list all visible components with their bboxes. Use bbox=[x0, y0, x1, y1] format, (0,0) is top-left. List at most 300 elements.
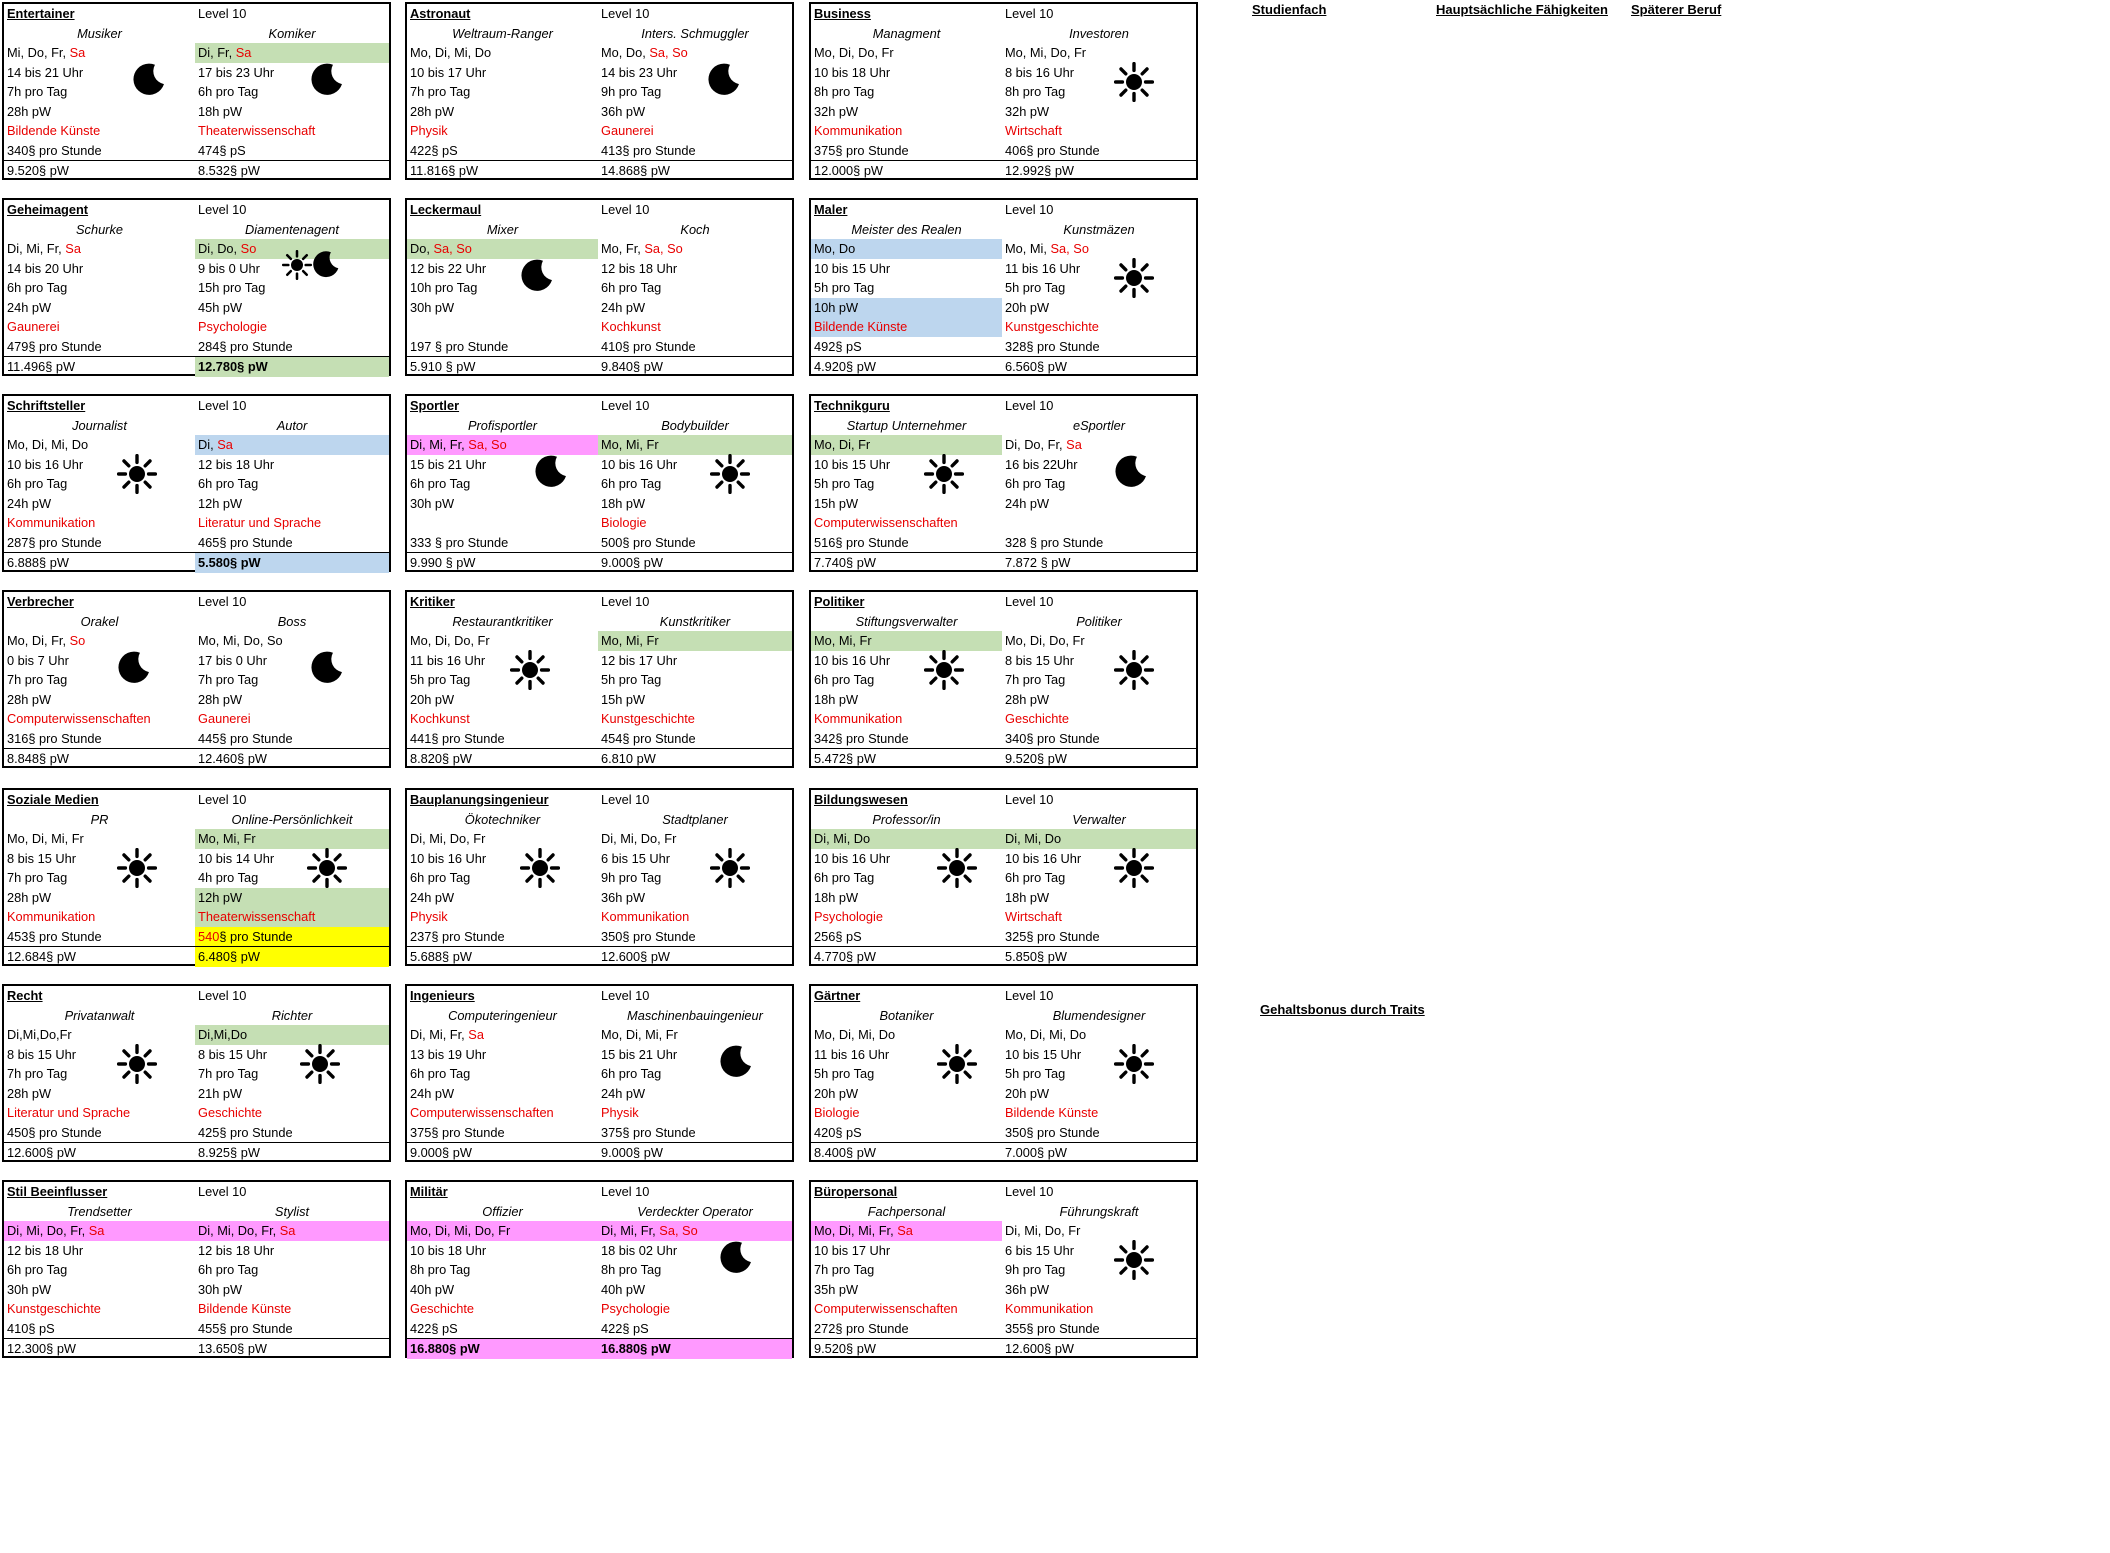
career-c1-skill bbox=[407, 317, 598, 337]
career-card-bueropersonal bbox=[809, 1180, 1198, 1358]
career-c2-pay: 9.000§ pW bbox=[601, 1145, 663, 1160]
study-header-skills: Hauptsächliche Fähigkeiten bbox=[1436, 2, 1608, 17]
career-c1-rate: 492§ pS bbox=[814, 338, 862, 354]
career-c1-days: Mo, Di, Do, Fr bbox=[410, 633, 490, 648]
career-c1-pay: 8.820§ pW bbox=[410, 751, 472, 766]
career-c2-rate: 425§ pro Stunde bbox=[198, 1124, 293, 1140]
career-c1-hours: 10h pro Tag bbox=[410, 280, 478, 295]
career-title: Leckermaul bbox=[410, 202, 482, 217]
career-c2-sub: Blumendesigner bbox=[1052, 1007, 1146, 1023]
career-title: Bauplanungsingenieur bbox=[410, 792, 549, 807]
career-c2-time: 6 bis 15 Uhr bbox=[1005, 1242, 1074, 1258]
career-c1-skill: Kunstgeschichte bbox=[7, 1301, 101, 1316]
career-c1-week: 40h pW bbox=[410, 1281, 455, 1297]
career-c1-hours: 7h pro Tag bbox=[7, 1066, 68, 1081]
career-c2-skill: Geschichte bbox=[198, 1105, 263, 1120]
career-c2-days: Mo, Fr, Sa, So bbox=[601, 241, 683, 256]
career-c2-sub: Politiker bbox=[1076, 613, 1122, 629]
career-c1-hours: 6h pro Tag bbox=[7, 1262, 68, 1277]
career-c2-week: 15h pW bbox=[601, 691, 646, 707]
career-c2-rate: 413§ pro Stunde bbox=[601, 142, 696, 158]
career-c2-days: Mo, Mi, Do, Fr bbox=[1005, 45, 1087, 60]
career-c2-week: 45h pW bbox=[198, 299, 243, 315]
career-c1-hours: 7h pro Tag bbox=[7, 870, 68, 885]
career-c2-sub: Richter bbox=[271, 1007, 313, 1023]
career-c2-skill: Theaterwissenschaft bbox=[195, 907, 389, 927]
career-c2-sub: Stylist bbox=[274, 1203, 310, 1219]
career-c1-skill: Kommunikation bbox=[814, 711, 903, 726]
career-c2-rate: 465§ pro Stunde bbox=[198, 534, 293, 550]
sun-icon bbox=[1114, 848, 1154, 891]
moon-icon bbox=[707, 62, 741, 99]
career-level: Level 10 bbox=[198, 988, 247, 1003]
career-c1-time: 11 bis 16 Uhr bbox=[814, 1046, 890, 1062]
moon-icon bbox=[117, 650, 151, 687]
career-c1-time: 13 bis 19 Uhr bbox=[410, 1046, 487, 1062]
career-c1-days: Di, Mi, Fr, Sa bbox=[7, 241, 81, 256]
career-card-geheimagent bbox=[2, 198, 391, 376]
career-c1-rate: 256§ pS bbox=[814, 928, 862, 944]
career-c2-rate: 455§ pro Stunde bbox=[198, 1320, 293, 1336]
career-c1-days: Di,Mi,Do,Fr bbox=[7, 1027, 72, 1042]
career-c2-rate: 454§ pro Stunde bbox=[601, 730, 696, 746]
career-c2-days: Mo, Mi, Fr bbox=[598, 631, 792, 651]
career-c1-week: 15h pW bbox=[814, 495, 859, 511]
career-c2-hours: 6h pro Tag bbox=[601, 280, 662, 295]
career-c1-pay: 7.740§ pW bbox=[814, 555, 876, 570]
career-card-business bbox=[809, 2, 1198, 180]
career-c2-pay: 12.600§ pW bbox=[601, 949, 671, 964]
career-c1-skill: Literatur und Sprache bbox=[7, 1105, 131, 1120]
career-c1-days: Mo, Di, Do, Fr bbox=[814, 45, 894, 60]
career-title: Gärtner bbox=[814, 988, 861, 1003]
career-c1-hours: 8h pro Tag bbox=[410, 1262, 471, 1277]
career-card-maler bbox=[809, 198, 1198, 376]
career-card-stilbeeinflusser bbox=[2, 1180, 391, 1358]
sun-icon bbox=[1114, 650, 1154, 693]
career-c1-pay: 11.496§ pW bbox=[7, 359, 76, 374]
career-title: Militär bbox=[410, 1184, 448, 1199]
career-c1-rate: 420§ pS bbox=[814, 1124, 862, 1140]
moon-icon bbox=[310, 62, 344, 99]
career-c1-rate: 422§ pS bbox=[410, 142, 458, 158]
career-card-schriftsteller bbox=[2, 394, 391, 572]
career-level: Level 10 bbox=[601, 1184, 650, 1199]
career-c2-sub: Koch bbox=[680, 221, 710, 237]
career-c2-pay: 5.580§ pW bbox=[195, 553, 389, 573]
career-c1-skill: Kommunikation bbox=[7, 909, 96, 924]
career-c1-hours: 6h pro Tag bbox=[7, 280, 68, 295]
career-c2-hours: 6h pro Tag bbox=[1005, 870, 1066, 885]
career-c2-days: Di, Do, So bbox=[195, 239, 389, 259]
career-c1-sub: Botaniker bbox=[879, 1007, 934, 1023]
career-c2-week: 32h pW bbox=[1005, 103, 1050, 119]
career-c2-skill: Bildende Künste bbox=[1005, 1105, 1099, 1120]
career-c1-rate: 333 § pro Stunde bbox=[410, 534, 509, 550]
career-c2-days: Di, Fr, Sa bbox=[195, 43, 389, 63]
career-c1-week: 24h pW bbox=[7, 495, 52, 511]
career-c2-hours: 9h pro Tag bbox=[601, 84, 662, 99]
career-c2-sub: Investoren bbox=[1069, 25, 1129, 41]
career-c2-hours: 5h pro Tag bbox=[1005, 280, 1066, 295]
career-c2-time: 12 bis 18 Uhr bbox=[198, 1242, 275, 1258]
career-c1-week: 28h pW bbox=[410, 103, 455, 119]
career-c1-sub: Privatanwalt bbox=[64, 1007, 135, 1023]
career-c2-rate: 325§ pro Stunde bbox=[1005, 928, 1100, 944]
career-c2-week: 36h pW bbox=[601, 103, 646, 119]
career-c1-days: Mo, Di, Mi, Do bbox=[410, 45, 492, 60]
career-c1-pay: 4.920§ pW bbox=[814, 359, 876, 374]
career-c1-time: 14 bis 21 Uhr bbox=[7, 64, 84, 80]
career-c2-sub: Verwalter bbox=[1072, 811, 1126, 827]
career-c2-skill bbox=[1002, 513, 1196, 533]
career-c1-sub: Trendsetter bbox=[67, 1203, 132, 1219]
career-c1-hours: 6h pro Tag bbox=[814, 870, 875, 885]
career-c1-skill: Computerwissenschaften bbox=[7, 711, 151, 726]
career-c1-days: Mo, Di, Mi, Do bbox=[814, 1027, 896, 1042]
career-title: Business bbox=[814, 6, 871, 21]
career-c2-hours: 8h pro Tag bbox=[1005, 84, 1066, 99]
career-c2-pay: 7.000§ pW bbox=[1005, 1145, 1067, 1160]
career-c2-pay: 6.560§ pW bbox=[1005, 359, 1067, 374]
career-c2-week: 28h pW bbox=[1005, 691, 1050, 707]
career-card-sozialemedien bbox=[2, 788, 391, 966]
moon-icon bbox=[534, 454, 568, 491]
career-c2-pay: 12.460§ pW bbox=[198, 751, 268, 766]
career-c1-rate: 441§ pro Stunde bbox=[410, 730, 505, 746]
career-c1-hours: 5h pro Tag bbox=[814, 280, 875, 295]
career-c2-time: 12 bis 18 Uhr bbox=[601, 260, 678, 276]
career-c2-week: 36h pW bbox=[601, 889, 646, 905]
career-c2-skill: Kommunikation bbox=[1005, 1301, 1094, 1316]
career-c2-days: Di, Mi, Fr, Sa, So bbox=[598, 1221, 792, 1241]
sun-icon bbox=[1114, 1240, 1154, 1283]
career-c1-week: 28h pW bbox=[7, 889, 52, 905]
sun-icon bbox=[510, 650, 550, 693]
career-title: Büropersonal bbox=[814, 1184, 898, 1199]
moon-icon bbox=[1114, 454, 1148, 491]
career-c2-sub: Online-Persönlichkeit bbox=[231, 811, 353, 827]
career-c1-sub: Offizier bbox=[482, 1203, 523, 1219]
sun-icon bbox=[117, 1044, 157, 1087]
career-c2-week: 18h pW bbox=[601, 495, 646, 511]
career-c1-skill bbox=[407, 513, 598, 533]
career-c1-hours: 6h pro Tag bbox=[410, 476, 471, 491]
career-c2-rate: 375§ pro Stunde bbox=[601, 1124, 696, 1140]
career-c2-days: Di, Sa bbox=[195, 435, 389, 455]
career-card-verbrecher bbox=[2, 590, 391, 768]
career-c2-skill: Physik bbox=[601, 1105, 639, 1120]
career-c2-pay: 12.992§ pW bbox=[1005, 163, 1075, 178]
career-c2-days: Mo, Mi, Sa, So bbox=[1005, 241, 1089, 256]
career-c1-sub: Orakel bbox=[80, 613, 119, 629]
career-c1-pay: 5.472§ pW bbox=[814, 751, 876, 766]
career-c1-week: 20h pW bbox=[814, 1085, 859, 1101]
sun-icon bbox=[937, 1044, 977, 1087]
career-c1-hours: 6h pro Tag bbox=[410, 870, 471, 885]
career-c2-sub: eSportler bbox=[1073, 417, 1125, 433]
career-c2-time: 15 bis 21 Uhr bbox=[601, 1046, 678, 1062]
career-c1-week: 32h pW bbox=[814, 103, 859, 119]
career-c2-sub: Bodybuilder bbox=[661, 417, 729, 433]
career-c2-days: Mo, Mi, Fr bbox=[598, 435, 792, 455]
career-c2-days: Di, Mi, Do, Fr bbox=[601, 831, 677, 846]
career-c2-skill: Theaterwissenschaft bbox=[198, 123, 316, 138]
career-c1-skill: Kochkunst bbox=[410, 711, 470, 726]
career-c1-rate: 450§ pro Stunde bbox=[7, 1124, 102, 1140]
career-c2-week: 40h pW bbox=[601, 1281, 646, 1297]
career-c2-rate: 540§ pro Stunde bbox=[195, 927, 389, 947]
moon-icon bbox=[310, 650, 344, 687]
career-c1-days: Di, Mi, Do, Fr bbox=[410, 831, 486, 846]
career-c2-week: 24h pW bbox=[601, 299, 646, 315]
career-c1-sub: Profisportler bbox=[468, 417, 537, 433]
career-c1-pay: 11.816§ pW bbox=[410, 163, 479, 178]
career-c1-skill: Kommunikation bbox=[814, 123, 903, 138]
career-c2-time: 9 bis 0 Uhr bbox=[198, 260, 260, 276]
career-c2-skill: Gaunerei bbox=[601, 123, 654, 138]
career-c1-pay: 5.910 § pW bbox=[410, 359, 476, 374]
career-c1-time: 10 bis 15 Uhr bbox=[814, 260, 891, 276]
career-c2-skill: Wirtschaft bbox=[1005, 909, 1062, 924]
moon-icon bbox=[719, 1044, 753, 1081]
career-title: Stil Beeinflusser bbox=[7, 1184, 108, 1199]
career-c2-days: Mo, Di, Mi, Do bbox=[1005, 1027, 1087, 1042]
career-c2-time: 10 bis 15 Uhr bbox=[1005, 1046, 1082, 1062]
career-c1-rate: 237§ pro Stunde bbox=[410, 928, 505, 944]
career-level: Level 10 bbox=[601, 988, 650, 1003]
career-c2-time: 11 bis 16 Uhr bbox=[1005, 260, 1081, 276]
career-c2-pay: 6.810 pW bbox=[601, 751, 656, 766]
career-c1-rate: 287§ pro Stunde bbox=[7, 534, 102, 550]
career-c2-sub: Inters. Schmuggler bbox=[641, 25, 749, 41]
career-c2-sub: Stadtplaner bbox=[662, 811, 728, 827]
career-c2-hours: 9h pro Tag bbox=[1005, 1262, 1066, 1277]
career-c1-sub: Journalist bbox=[72, 417, 127, 433]
career-c2-rate: 445§ pro Stunde bbox=[198, 730, 293, 746]
career-c1-days: Mi, Do, Fr, Sa bbox=[7, 45, 86, 60]
career-c1-hours: 6h pro Tag bbox=[814, 672, 875, 687]
career-level: Level 10 bbox=[1005, 594, 1054, 609]
career-c2-time: 12 bis 18 Uhr bbox=[198, 456, 275, 472]
career-c1-pay: 9.520§ pW bbox=[814, 1341, 876, 1356]
career-level: Level 10 bbox=[1005, 398, 1054, 413]
career-c2-skill: Kommunikation bbox=[601, 909, 690, 924]
career-c2-pay: 7.872 § pW bbox=[1005, 555, 1071, 570]
career-c2-rate: 284§ pro Stunde bbox=[198, 338, 293, 354]
career-c1-time: 10 bis 16 Uhr bbox=[410, 850, 487, 866]
career-c2-pay: 12.600§ pW bbox=[1005, 1341, 1075, 1356]
career-c1-week: 28h pW bbox=[7, 691, 52, 707]
career-card-bauplanung bbox=[405, 788, 794, 966]
sun-icon bbox=[710, 848, 750, 891]
career-c1-time: 10 bis 18 Uhr bbox=[410, 1242, 487, 1258]
career-c1-week: 24h pW bbox=[410, 889, 455, 905]
career-c1-rate: 197 § pro Stunde bbox=[410, 338, 509, 354]
career-c2-days: Mo, Mi, Fr bbox=[195, 829, 389, 849]
career-c2-hours: 6h pro Tag bbox=[601, 476, 662, 491]
career-c2-rate: 410§ pro Stunde bbox=[601, 338, 696, 354]
career-c1-hours: 7h pro Tag bbox=[410, 84, 471, 99]
career-level: Level 10 bbox=[601, 6, 650, 21]
career-c1-time: 12 bis 18 Uhr bbox=[7, 1242, 84, 1258]
sun-icon bbox=[924, 650, 964, 693]
career-c1-week: 18h pW bbox=[814, 691, 859, 707]
career-c1-time: 8 bis 15 Uhr bbox=[7, 1046, 76, 1062]
career-c2-pay: 9.000§ pW bbox=[601, 555, 663, 570]
career-c1-skill: Computerwissenschaften bbox=[814, 515, 958, 530]
career-c2-pay: 5.850§ pW bbox=[1005, 949, 1067, 964]
career-c2-week: 12h pW bbox=[198, 495, 243, 511]
career-c2-skill: Bildende Künste bbox=[198, 1301, 292, 1316]
career-c2-time: 14 bis 23 Uhr bbox=[601, 64, 678, 80]
career-c1-sub: Fachpersonal bbox=[867, 1203, 946, 1219]
career-c2-pay: 8.925§ pW bbox=[198, 1145, 260, 1160]
career-c2-days: Di,Mi,Do bbox=[195, 1025, 389, 1045]
career-c1-hours: 7h pro Tag bbox=[7, 672, 68, 687]
career-c1-time: 0 bis 7 Uhr bbox=[7, 652, 69, 668]
career-title: Politiker bbox=[814, 594, 865, 609]
career-c1-week: 30h pW bbox=[7, 1281, 52, 1297]
career-c1-pay: 9.000§ pW bbox=[410, 1145, 472, 1160]
career-card-sportler bbox=[405, 394, 794, 572]
career-c2-pay: 6.480§ pW bbox=[195, 947, 389, 967]
career-c1-time: 10 bis 16 Uhr bbox=[814, 652, 891, 668]
career-c1-time: 10 bis 17 Uhr bbox=[410, 64, 487, 80]
career-c1-days: Mo, Di, Fr, So bbox=[7, 633, 86, 648]
career-c1-rate: 340§ pro Stunde bbox=[7, 142, 102, 158]
sun-icon bbox=[117, 848, 157, 891]
career-c2-days: Mo, Do, Sa, So bbox=[601, 45, 688, 60]
career-c2-time: 16 bis 22Uhr bbox=[1005, 456, 1078, 472]
career-c1-week: 30h pW bbox=[410, 299, 455, 315]
career-c2-week: 12h pW bbox=[195, 888, 389, 908]
sun-icon bbox=[520, 848, 560, 891]
career-c2-sub: Kunstkritiker bbox=[659, 613, 731, 629]
career-title: Geheimagent bbox=[7, 202, 89, 217]
career-c1-rate: 422§ pS bbox=[410, 1320, 458, 1336]
career-c2-rate: 350§ pro Stunde bbox=[601, 928, 696, 944]
career-level: Level 10 bbox=[601, 202, 650, 217]
career-c1-days: Mo, Di, Mi, Do bbox=[7, 437, 89, 452]
career-c2-sub: Führungskraft bbox=[1059, 1203, 1139, 1219]
career-c2-skill: Kunstgeschichte bbox=[1005, 319, 1099, 334]
career-c2-rate: 328§ pro Stunde bbox=[1005, 338, 1100, 354]
career-c1-week: 24h pW bbox=[7, 299, 52, 315]
career-c1-skill: Biologie bbox=[814, 1105, 860, 1120]
career-c1-skill: Computerwissenschaften bbox=[410, 1105, 554, 1120]
career-c1-days: Mo, Di, Mi, Fr, Sa bbox=[811, 1221, 1002, 1241]
career-c2-sub: Komiker bbox=[268, 25, 316, 41]
career-c2-time: 8 bis 15 Uhr bbox=[1005, 652, 1074, 668]
study-header-fach: Studienfach bbox=[1252, 2, 1327, 17]
career-c1-skill: Geschichte bbox=[410, 1301, 475, 1316]
career-c2-week: 20h pW bbox=[1005, 1085, 1050, 1101]
career-title: Schriftsteller bbox=[7, 398, 86, 413]
career-c2-pay: 9.840§ pW bbox=[601, 359, 663, 374]
career-c2-week: 18h pW bbox=[1005, 889, 1050, 905]
sun-icon bbox=[307, 848, 347, 891]
career-c2-rate: 406§ pro Stunde bbox=[1005, 142, 1100, 158]
career-c1-time: 8 bis 15 Uhr bbox=[7, 850, 76, 866]
career-title: Technikguru bbox=[814, 398, 890, 413]
career-c1-pay: 9.520§ pW bbox=[7, 163, 69, 178]
career-c1-pay: 4.770§ pW bbox=[814, 949, 876, 964]
career-c2-days: Mo, Di, Mi, Fr bbox=[601, 1027, 678, 1042]
sun-icon bbox=[300, 1044, 340, 1087]
career-c2-pay: 16.880§ pW bbox=[598, 1339, 792, 1359]
career-c2-week: 18h pW bbox=[198, 103, 243, 119]
career-c2-hours: 7h pro Tag bbox=[198, 672, 259, 687]
career-c2-sub: Autor bbox=[276, 417, 308, 433]
study-header-career: Späterer Beruf bbox=[1631, 2, 1722, 17]
career-c2-skill: Gaunerei bbox=[198, 711, 251, 726]
career-c2-time: 8 bis 15 Uhr bbox=[198, 1046, 267, 1062]
career-c2-week: 21h pW bbox=[198, 1085, 243, 1101]
career-c1-week: 28h pW bbox=[7, 1085, 52, 1101]
career-c1-time: 14 bis 20 Uhr bbox=[7, 260, 84, 276]
moon-icon bbox=[132, 62, 166, 99]
career-level: Level 10 bbox=[198, 1184, 247, 1199]
career-card-technikguru bbox=[809, 394, 1198, 572]
career-c2-time: 10 bis 16 Uhr bbox=[601, 456, 678, 472]
career-c2-skill: Psychologie bbox=[601, 1301, 671, 1316]
career-c1-days: Mo, Di, Mi, Do, Fr bbox=[407, 1221, 598, 1241]
sun-icon bbox=[710, 454, 750, 497]
career-c2-sub: Maschinenbauingenieur bbox=[627, 1007, 763, 1023]
career-c2-week: 20h pW bbox=[1005, 299, 1050, 315]
career-c1-skill: Physik bbox=[410, 909, 448, 924]
career-c1-skill: Bildende Künste bbox=[811, 317, 1002, 337]
career-title: Maler bbox=[814, 202, 848, 217]
career-card-militaer bbox=[405, 1180, 794, 1358]
career-title: Astronaut bbox=[410, 6, 471, 21]
career-c1-days: Di, Mi, Do bbox=[811, 829, 1002, 849]
career-c1-rate: 516§ pro Stunde bbox=[814, 534, 909, 550]
career-c2-time: 12 bis 17 Uhr bbox=[601, 652, 678, 668]
career-c2-skill: Kochkunst bbox=[601, 319, 661, 334]
career-c1-week: 35h pW bbox=[814, 1281, 859, 1297]
career-c2-hours: 6h pro Tag bbox=[198, 476, 259, 491]
career-c1-week: 20h pW bbox=[410, 691, 455, 707]
career-c1-hours: 5h pro Tag bbox=[814, 1066, 875, 1081]
career-title: Recht bbox=[7, 988, 43, 1003]
career-c1-pay: 6.888§ pW bbox=[7, 555, 69, 570]
career-title: Kritiker bbox=[410, 594, 455, 609]
career-c1-skill: Psychologie bbox=[814, 909, 884, 924]
career-c2-week: 24h pW bbox=[601, 1085, 646, 1101]
career-c2-skill: Geschichte bbox=[1005, 711, 1070, 726]
career-c2-week: 36h pW bbox=[1005, 1281, 1050, 1297]
career-c2-hours: 6h pro Tag bbox=[1005, 476, 1066, 491]
career-c2-pay: 14.868§ pW bbox=[601, 163, 671, 178]
career-c1-sub: Musiker bbox=[77, 25, 122, 41]
career-c2-sub: Kunstmäzen bbox=[1063, 221, 1135, 237]
career-c1-skill: Gaunerei bbox=[7, 319, 60, 334]
career-c1-rate: 272§ pro Stunde bbox=[814, 1320, 909, 1336]
career-c1-rate: 453§ pro Stunde bbox=[7, 928, 102, 944]
moon-icon bbox=[520, 258, 554, 295]
sun-icon bbox=[937, 848, 977, 891]
career-c1-sub: Managment bbox=[872, 25, 941, 41]
career-c2-rate: 474§ pS bbox=[198, 142, 246, 158]
career-title: Sportler bbox=[410, 398, 460, 413]
career-c1-rate: 375§ pro Stunde bbox=[410, 1124, 505, 1140]
career-level: Level 10 bbox=[198, 792, 247, 807]
career-c1-skill: Bildende Künste bbox=[7, 123, 101, 138]
career-c1-time: 10 bis 17 Uhr bbox=[814, 1242, 891, 1258]
career-c1-time: 10 bis 16 Uhr bbox=[7, 456, 84, 472]
